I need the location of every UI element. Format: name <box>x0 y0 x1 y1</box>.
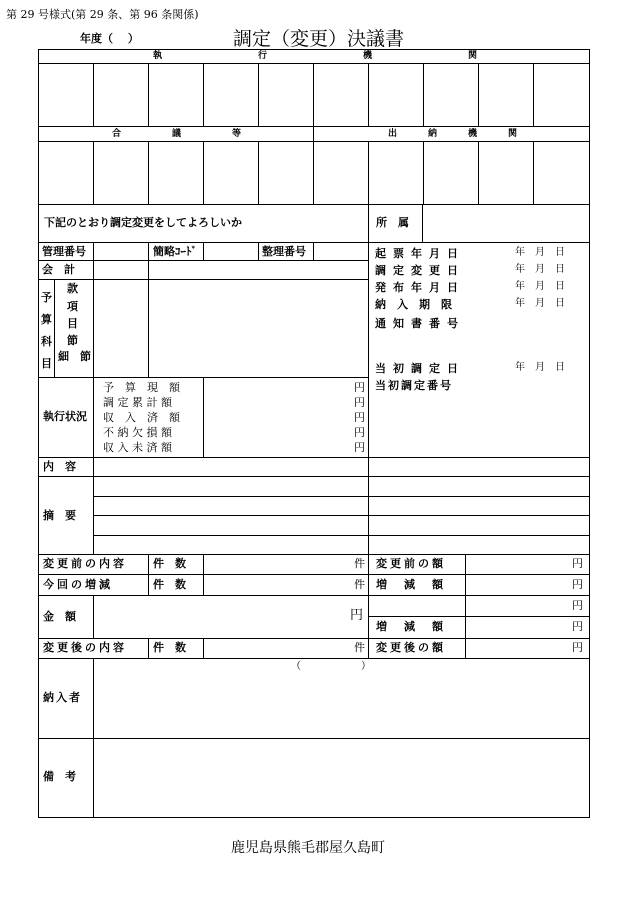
budget-subject-char-2: 算 <box>41 313 52 326</box>
budget-item-kan: 款 <box>67 282 78 295</box>
amount-upper-unit: 円 <box>572 599 583 612</box>
exec-row-loss: 不 納 欠 損 額 <box>103 426 172 439</box>
date-value-chotei-henko: 年 月 日 <box>515 264 565 275</box>
exec-unit-2: 円 <box>354 396 365 409</box>
municipality-name: 鹿児島県熊毛郡屋久島町 <box>231 840 385 856</box>
after-count-unit: 件 <box>354 641 365 654</box>
initial-number-label: 当初調定番号 <box>375 379 453 392</box>
exec-agency-char-4: 関 <box>468 51 478 61</box>
before-count-unit: 件 <box>354 557 365 570</box>
remarks-label: 備 考 <box>43 770 76 783</box>
current-change-label: 今回の増減 <box>43 578 113 591</box>
date-value-happu: 年 月 日 <box>515 281 565 292</box>
treasury-char-2: 納 <box>428 129 438 139</box>
increase-decrease-unit-2: 円 <box>572 620 583 633</box>
reference-number-label: 整理番号 <box>262 245 306 258</box>
date-value-nonyu-kigen: 年 月 日 <box>515 298 565 309</box>
council-char-2: 議 <box>172 129 182 139</box>
exec-agency-char-1: 執 <box>153 51 163 61</box>
increase-decrease-unit: 円 <box>572 578 583 591</box>
exec-unit-3: 円 <box>354 411 365 424</box>
date-label-happu: 発布年月日 <box>375 281 465 294</box>
date-label-nonyu-kigen: 納入期限 <box>375 298 463 311</box>
accounting-label: 会 計 <box>42 263 75 276</box>
initial-date-value: 年 月 日 <box>515 362 565 373</box>
budget-subject-char-3: 科 <box>41 335 52 348</box>
initial-date-label: 当初調定日 <box>375 362 465 375</box>
increase-decrease-label-2: 増 減 額 <box>376 620 446 633</box>
payer-parentheses: （ ） <box>291 661 371 672</box>
date-label-kihyo: 起票年月日 <box>375 247 465 260</box>
increase-decrease-label: 増 減 額 <box>376 578 446 591</box>
short-code-label: 簡略ｺｰﾄﾞ <box>153 245 197 258</box>
form-number: 第 29 号様式(第 29 条、第 96 条関係) <box>6 8 199 21</box>
execution-status-label: 執行状況 <box>43 410 87 423</box>
management-number-label: 管理番号 <box>42 245 86 258</box>
fiscal-year-field: 年度（ ） <box>80 32 139 45</box>
council-char-1: 合 <box>112 129 122 139</box>
content-label: 内 容 <box>43 460 76 473</box>
budget-subject-char-4: 目 <box>41 357 52 370</box>
current-count-unit: 件 <box>354 578 365 591</box>
current-count-label: 件 数 <box>153 578 186 591</box>
treasury-char-3: 機 <box>468 129 478 139</box>
amount-unit: 円 <box>350 608 364 623</box>
department-label: 所 属 <box>376 216 409 229</box>
page-title: 調定（変更）決議書 <box>233 28 405 50</box>
council-char-3: 等 <box>232 129 242 139</box>
summary-label: 摘 要 <box>43 509 76 522</box>
exec-row-budget: 予 算 現 額 <box>103 381 180 394</box>
before-content-label: 変更前の内容 <box>43 557 127 570</box>
payer-label: 納入者 <box>43 691 82 704</box>
date-label-chotei-henko: 調定変更日 <box>375 264 465 277</box>
after-content-label: 変更後の内容 <box>43 641 127 654</box>
budget-item-setsu: 節 <box>67 334 78 347</box>
exec-row-chotei: 調 定 累 計 額 <box>103 396 172 409</box>
before-count-label: 件 数 <box>153 557 186 570</box>
exec-agency-char-2: 行 <box>258 51 268 61</box>
budget-subject-char-1: 予 <box>41 291 52 304</box>
exec-row-unpaid: 収 入 未 済 額 <box>103 441 172 454</box>
exec-unit-4: 円 <box>354 426 365 439</box>
before-amount-label: 変更前の額 <box>376 557 446 570</box>
before-amount-unit: 円 <box>572 557 583 570</box>
notice-number-label: 通知書番号 <box>375 317 465 330</box>
exec-row-received: 収 入 済 額 <box>103 411 180 424</box>
after-amount-unit: 円 <box>572 641 583 654</box>
treasury-char-4: 関 <box>508 129 518 139</box>
date-value-kihyo: 年 月 日 <box>515 247 565 258</box>
exec-unit-5: 円 <box>354 441 365 454</box>
exec-unit-1: 円 <box>354 381 365 394</box>
budget-item-moku: 目 <box>67 317 78 330</box>
after-count-label: 件 数 <box>153 641 186 654</box>
treasury-char-1: 出 <box>388 129 398 139</box>
after-amount-label: 変更後の額 <box>376 641 446 654</box>
budget-item-saisetsu: 細 節 <box>58 350 91 363</box>
amount-label: 金 額 <box>43 610 76 623</box>
exec-agency-char-3: 機 <box>363 51 373 61</box>
budget-item-kou: 項 <box>67 300 78 313</box>
request-text: 下記のとおり調定変更をしてよろしいか <box>44 216 242 229</box>
